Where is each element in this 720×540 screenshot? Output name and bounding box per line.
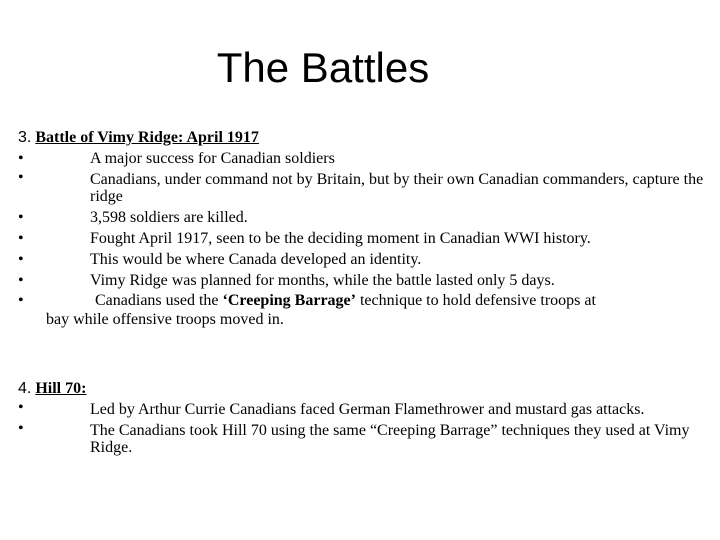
bullet-text: This would be where Canada developed an identity. [90,251,422,268]
bullet-icon: • [18,292,24,309]
list-item [18,207,708,228]
bullet-icon: • [18,169,24,186]
bullet-icon: • [18,272,24,289]
section-heading [18,378,708,399]
section-heading [18,127,708,148]
section-title: Hill 70: [35,380,87,397]
bullet-icon: • [18,399,24,416]
bullet-text-continuation: bay while offensive troops moved in. [46,311,284,328]
list-item [18,291,708,329]
section-hill-70 [18,378,708,458]
bullet-icon: • [18,230,24,247]
bullet-text: Canadians, under command not by Britain, but by their own Canadian commanders, capture the ridge [90,171,704,205]
section-vimy-ridge [18,127,708,329]
page-title: The Battles [216,44,430,91]
bullet-text: Led by Arthur Currie Canadians faced German Flamethrower and mustard gas attacks. [90,401,645,418]
bullet-icon: • [18,150,24,167]
bullet-text: Fought April 1917, seen to be the deciding moment in Canadian WWI history. [90,230,591,247]
bullet-text-line: Canadians used the ‘Creeping Barrage’ technique to hold defensive troops at [95,292,596,309]
bullet-text: 3,598 soldiers are killed. [90,209,248,226]
bullet-icon: • [18,209,24,226]
bullet-text: Vimy Ridge was planned for months, while the battle lasted only 5 days. [90,272,555,289]
bullet-text: A major success for Canadian soldiers [90,150,335,167]
list-item [18,148,708,169]
creeping-barrage-term: ‘Creeping Barrage’ [222,292,356,309]
list-item [18,399,708,420]
bullet-icon: • [18,251,24,268]
bullet-text: The Canadians took Hill 70 using the same “Creeping Barrage” techniques they used at Vimy Ridge. [90,422,690,456]
list-item [18,169,708,207]
list-item [18,249,708,270]
list-item [18,228,708,249]
list-item [18,270,708,291]
section-number: 3. [18,129,32,146]
list-item [18,420,708,458]
section-title: Battle of Vimy Ridge: April 1917 [35,129,259,146]
bullet-icon: • [18,420,24,437]
section-number: 4. [18,380,32,397]
